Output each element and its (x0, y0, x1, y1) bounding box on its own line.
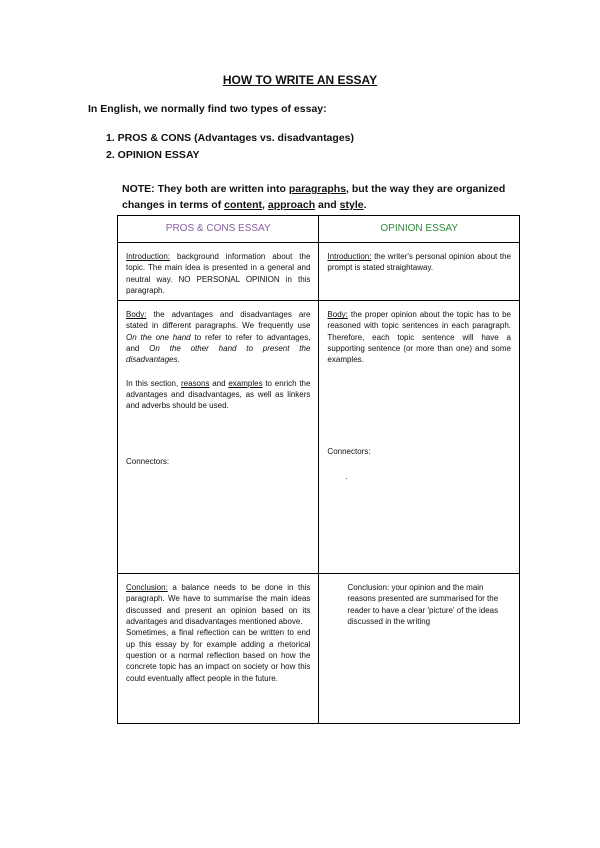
essay-comparison-table (117, 215, 520, 724)
note-prefix: NOTE: They both are written into (122, 183, 289, 195)
essay-type-item: 2. OPINION ESSAY (106, 149, 200, 161)
note-content: content (224, 199, 263, 211)
text: background information about the topic. The main idea is presented in a general and neutral way. NO PERSONAL OPINION in this paragraph. (126, 252, 311, 295)
note-end: . (363, 199, 367, 211)
left-conclusion-cell (118, 574, 319, 724)
text: examples (228, 378, 263, 388)
text: and (209, 378, 229, 388)
text: On the one hand (126, 332, 191, 342)
text: to refer to refer to advantages, and (126, 332, 311, 354)
label: Body: (327, 310, 348, 320)
label: Introduction: (327, 252, 372, 261)
text: the advantages and disadvantages are stated in different paragraphs. We frequently use (126, 310, 311, 331)
note-style: style (339, 199, 364, 211)
label: Introduction: (126, 252, 171, 261)
left-introduction-cell (118, 243, 319, 301)
label: Conclusion: (126, 583, 168, 593)
text: the proper opinion about the topic has to be reasoned with topic sentences in each paragraph. Therefore, each topic sentence will have a supporting sentence (or more than one) and some examples. (327, 310, 511, 365)
header-pros-cons: PROS & CONS ESSAY (118, 216, 319, 243)
essay-types-list (106, 130, 354, 164)
right-body-cell (319, 301, 520, 574)
note-middle: , but the way they are organized changes in terms of (122, 183, 506, 211)
right-conclusion-cell (319, 574, 520, 724)
left-body-cell (118, 301, 319, 574)
essay-type-item: 1. PROS & CONS (Advantages vs. disadvantages) (106, 132, 354, 144)
text: a balance needs to be done in this paragraph. We have to summarise the main ideas discussed and present an opinion based on its advantages and disadvantages mentioned above. (126, 583, 311, 627)
note-paragraphs: paragraphs (288, 183, 347, 195)
intro-text: In English, we normally find two types of essay: (88, 103, 327, 115)
header-opinion: OPINION ESSAY (319, 216, 520, 243)
note-sep: , (262, 199, 268, 211)
page-title: HOW TO WRITE AN ESSAY (222, 73, 378, 87)
connectors-label: Connectors: (327, 446, 371, 456)
right-introduction-cell (319, 243, 520, 301)
text: Conclusion: your opinion and the main reasons presented are summarised for the reader to have a clear 'picture' of the ideas discussed in the writing (347, 583, 499, 627)
text: On the other hand to present the disadvantages. (126, 344, 311, 365)
dot-mark: . (345, 471, 348, 481)
label: Body: (126, 310, 147, 320)
note-sep: and (315, 199, 340, 211)
note-approach: approach (267, 199, 316, 211)
text: to enrich the advantages and disadvantages, as well as linkers and adverbs should be used. (126, 378, 311, 411)
text: In this section, (126, 378, 181, 388)
text: reasons (180, 378, 210, 388)
connectors-label: Connectors: (126, 456, 170, 466)
text: the writer's personal opinion about the prompt is stated straightaway. (327, 252, 511, 273)
text: Sometimes, a final reflection can be written to end up this essay by for example adding a rhetorical question or a normal reflection based on how the concrete topic has an impact on society or how this could eventually affect people in the future. (126, 628, 311, 683)
note-text (122, 181, 522, 213)
